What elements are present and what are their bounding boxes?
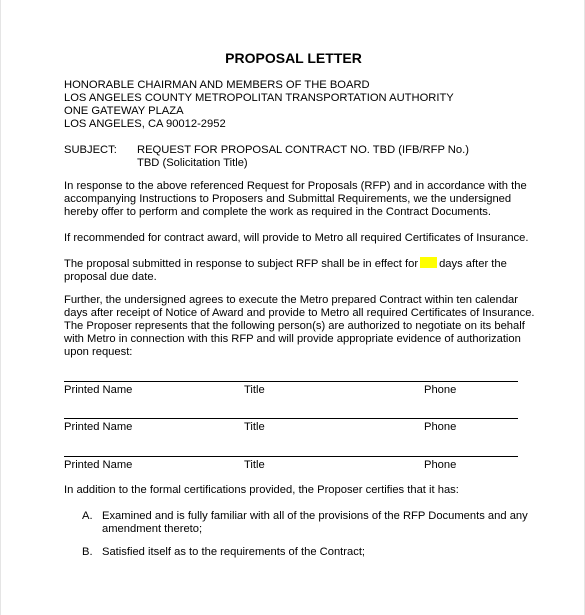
paragraph-line: In response to the above referenced Request for Proposals (RFP) and in accordance with the [64, 180, 527, 192]
printed-name-label: Printed Name [64, 384, 133, 396]
addressee-line: ONE GATEWAY PLAZA [64, 105, 184, 117]
addressee-line: LOS ANGELES COUNTY METROPOLITAN TRANSPORTATION AUTHORITY [64, 92, 454, 104]
phone-label: Phone [424, 384, 457, 396]
days-blank-field[interactable] [420, 257, 437, 268]
phone-label: Phone [424, 459, 457, 471]
title-label: Title [244, 384, 265, 396]
phone-label: Phone [424, 421, 457, 433]
addressee-line: HONORABLE CHAIRMAN AND MEMBERS OF THE BOARD [64, 79, 370, 91]
paragraph-line: Further, the undersigned agrees to execute the Metro prepared Contract within ten calendar [64, 294, 518, 306]
paragraph-line: In addition to the formal certifications provided, the Proposer certifies that it has: [64, 484, 459, 496]
paragraph-line: proposal due date. [64, 271, 157, 283]
signature-line[interactable] [64, 418, 518, 419]
paragraph-text: days after the [439, 258, 507, 270]
paragraph-line: days after receipt of Notice of Award and provide to Metro all required Certificates of Insurance. [64, 307, 535, 319]
subject-line: REQUEST FOR PROPOSAL CONTRACT NO. TBD (IFB/RFP No.) [137, 144, 469, 156]
paragraph-certifications [64, 484, 534, 497]
addressee-block [64, 79, 534, 131]
paragraph-execution [64, 294, 534, 359]
paragraph-line: hereby offer to perform and complete the work as required in the Contract Documents. [64, 206, 491, 218]
signature-line[interactable] [64, 456, 518, 457]
list-item-text [102, 546, 532, 559]
list-marker: B. [82, 546, 93, 558]
paragraph-insurance [64, 232, 534, 245]
paragraph-line: If recommended for contract award, will provide to Metro all required Certificates of Insurance. [64, 232, 529, 244]
paragraph-text: The proposal submitted in response to subject RFP shall be in effect for [64, 258, 419, 270]
paragraph-line: amendment thereto; [102, 523, 203, 535]
signature-row [64, 459, 534, 472]
printed-name-label: Printed Name [64, 459, 133, 471]
list-item-text [102, 510, 532, 536]
list-marker: A. [82, 510, 93, 522]
title-label: Title [244, 459, 265, 471]
paragraph-line: upon request: [64, 346, 133, 358]
paragraph-line: with Metro in connection with this RFP and will provide appropriate evidence of authorization [64, 333, 521, 345]
subject-label: SUBJECT: [64, 144, 117, 156]
paragraph-line: Satisfied itself as to the requirements of the Contract; [102, 546, 366, 558]
subject-value [137, 144, 469, 170]
paragraph-line: The Proposer represents that the following person(s) are authorized to negotiate on its behalf [64, 320, 525, 332]
printed-name-label: Printed Name [64, 421, 133, 433]
page-title: PROPOSAL LETTER [225, 50, 362, 66]
signature-row [64, 384, 534, 397]
paragraph-line [64, 257, 534, 271]
paragraph-line: accompanying Instructions to Proposers and Submittal Requirements, we the undersigned [64, 193, 512, 205]
paragraph-effective-period [64, 257, 534, 284]
signature-row [64, 421, 534, 434]
paragraph-response [64, 180, 534, 219]
title-label: Title [244, 421, 265, 433]
addressee-line: LOS ANGELES, CA 90012-2952 [64, 118, 226, 130]
subject-line: TBD (Solicitation Title) [137, 157, 248, 169]
signature-line[interactable] [64, 381, 518, 382]
paragraph-line: Examined and is fully familiar with all of the provisions of the RFP Documents and any [102, 510, 528, 522]
